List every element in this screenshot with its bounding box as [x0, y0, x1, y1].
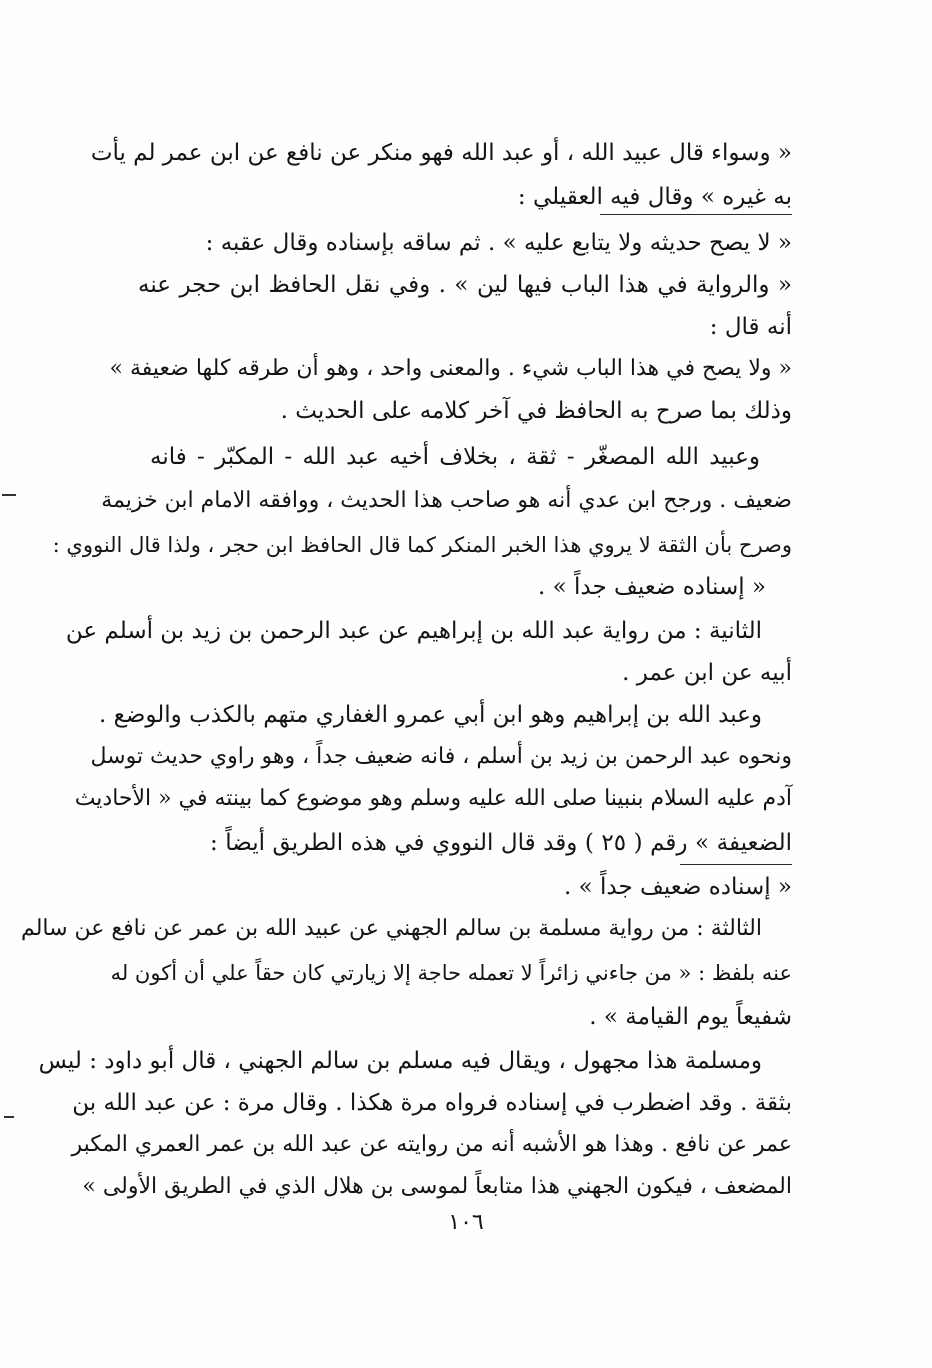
text-line: ونحوه عبد الرحمن بن زيد بن أسلم ، فانه ضعيف جداً ، وهو راوي حديث توسل — [90, 744, 792, 769]
text-line: « إسناده ضعيف جداً » . — [538, 574, 766, 600]
text-line: عنه بلفظ : « من جاءني زائراً لا تعمله حاجة إلا زيارتي كان حقاً علي أن أكون له — [110, 961, 792, 985]
scan-margin-mark — [4, 1116, 14, 1118]
underline-rule — [680, 864, 792, 865]
text-line: الثانية : من رواية عبد الله بن إبراهيم عن عبد الرحمن بن زيد بن أسلم عن — [65, 618, 762, 644]
underline-rule — [600, 214, 792, 215]
text-line: وعبد الله بن إبراهيم وهو ابن أبي عمرو الغفاري متهم بالكذب والوضع . — [98, 702, 762, 728]
text-line: به غيره » وقال فيه العقيلي : — [517, 184, 792, 210]
scan-margin-mark — [2, 494, 16, 496]
text-line: أبيه عن ابن عمر . — [622, 660, 792, 686]
text-line: آدم عليه السلام بنبينا صلى الله عليه وسلم وهو موضوع كما بينته في « الأحاديث — [74, 786, 792, 811]
text-line: الضعيفة » رقم ( ٢٥ ) وقد قال النووي في هذه الطريق أيضاً : — [210, 830, 792, 856]
text-line: ضعيف . ورجح ابن عدي أنه هو صاحب هذا الحديث ، ووافقه الامام ابن خزيمة — [101, 488, 792, 513]
page-number: ١٠٦ — [448, 1210, 484, 1235]
text-line: « ولا يصح في هذا الباب شيء . والمعنى واحد ، وهو أن طرقه كلها ضعيفة » — [109, 356, 792, 381]
text-line: شفيعاً يوم القيامة » . — [589, 1004, 792, 1030]
text-line: أنه قال : — [709, 314, 792, 340]
text-line: « وسواء قال عبيد الله ، أو عبد الله فهو منكر عن نافع عن ابن عمر لم يأت — [90, 140, 792, 166]
text-line: الثالثة : من رواية مسلمة بن سالم الجهني عن عبيد الله بن عمر عن نافع عن سالم — [21, 916, 762, 941]
text-line: بثقة . وقد اضطرب في إسناده فرواه مرة هكذا . وقال مرة : عن عبد الله بن — [72, 1090, 792, 1116]
text-line: وصرح بأن الثقة لا يروي هذا الخبر المنكر كما قال الحافظ ابن حجر ، ولذا قال النووي : — [52, 533, 792, 557]
text-line: « إسناده ضعيف جداً » . — [564, 874, 792, 900]
text-line: وذلك بما صرح به الحافظ في آخر كلامه على الحديث . — [280, 398, 792, 424]
text-line: المضعف ، فيكون الجهني هذا متابعاً لموسى بن هلال الذي في الطريق الأولى » — [82, 1174, 792, 1199]
text-line: وعبيد الله المصغّر - ثقة ، بخلاف أخيه عبد الله - المكبّر - فانه — [150, 444, 760, 470]
text-line: عمر عن نافع . وهذا هو الأشبه أنه من روايته عن عبد الله بن عمر العمري المكبر — [71, 1132, 792, 1157]
text-line: « لا يصح حديثه ولا يتابع عليه » . ثم ساقه بإسناده وقال عقبه : — [205, 230, 792, 256]
text-line: « والرواية في هذا الباب فيها لين » . وفي نقل الحافظ ابن حجر عنه — [138, 272, 792, 298]
text-line: ومسلمة هذا مجهول ، ويقال فيه مسلم بن سالم الجهني ، قال أبو داود : ليس — [38, 1048, 762, 1074]
